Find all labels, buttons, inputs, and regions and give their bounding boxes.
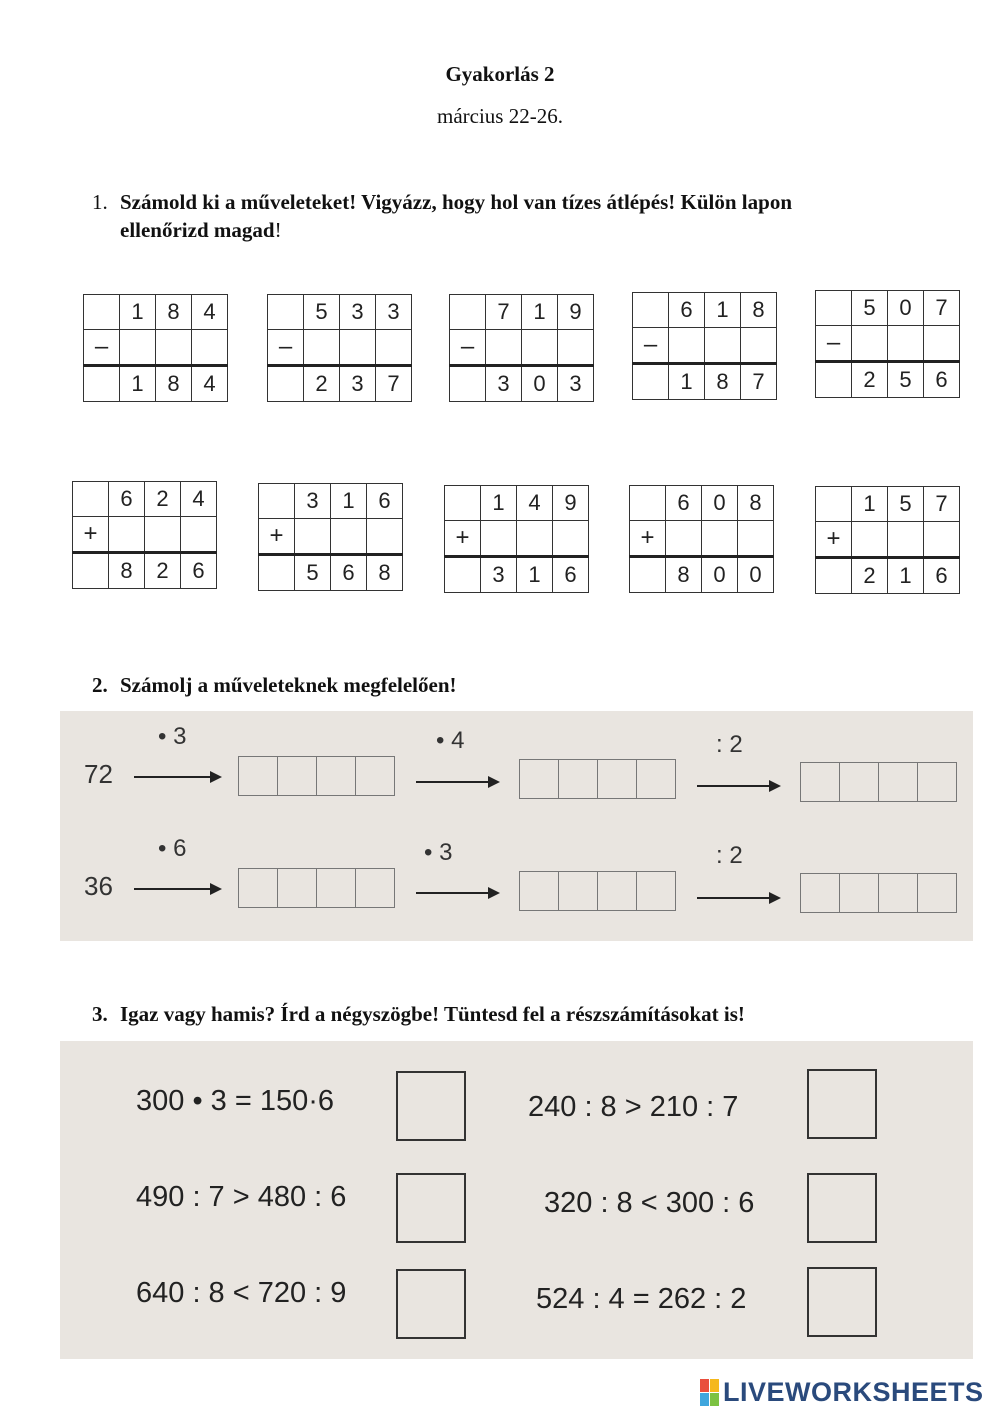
digit-input[interactable] bbox=[889, 327, 922, 359]
answer-cell[interactable] bbox=[295, 519, 331, 555]
chain-1-op-1: • 3 bbox=[158, 723, 187, 750]
answer-cell[interactable] bbox=[156, 330, 192, 366]
digit-cell: 1 bbox=[120, 366, 156, 402]
digit-cell: 4 bbox=[192, 295, 228, 330]
operator-sign: – bbox=[450, 330, 486, 366]
digit-input[interactable] bbox=[918, 763, 956, 801]
digit-input[interactable] bbox=[317, 757, 356, 795]
digit-cell: 2 bbox=[145, 553, 181, 589]
true-false-input[interactable] bbox=[809, 1269, 875, 1333]
digit-input[interactable] bbox=[925, 523, 958, 555]
brand-text: LIVEWORKSHEETS bbox=[723, 1377, 984, 1407]
task-2-panel bbox=[60, 711, 973, 941]
empty-cell bbox=[816, 558, 852, 594]
answer-cell[interactable] bbox=[705, 328, 741, 364]
digit-cell: 6 bbox=[367, 484, 403, 519]
chain-1-start: 72 bbox=[84, 759, 113, 789]
digit-input[interactable] bbox=[879, 874, 918, 912]
answer-cell[interactable] bbox=[304, 330, 340, 366]
digit-cell: 6 bbox=[331, 555, 367, 591]
digit-input[interactable] bbox=[482, 522, 515, 554]
digit-input[interactable] bbox=[739, 522, 772, 554]
chain-2-op-1: • 6 bbox=[158, 835, 187, 862]
operator-sign: – bbox=[84, 330, 120, 366]
digit-input[interactable] bbox=[520, 872, 559, 910]
digit-input[interactable] bbox=[879, 763, 918, 801]
digit-cell: 8 bbox=[156, 366, 192, 402]
task-2-text: Számolj a műveleteknek megfelelően! bbox=[120, 673, 457, 697]
liveworksheets-logo bbox=[700, 1377, 984, 1408]
statement-2: 240 : 8 > 210 : 7 bbox=[528, 1091, 739, 1123]
digit-cell: 7 bbox=[486, 295, 522, 330]
answer-cell[interactable] bbox=[181, 517, 217, 553]
digit-input[interactable] bbox=[840, 874, 879, 912]
digit-input[interactable] bbox=[925, 327, 958, 359]
digit-cell: 3 bbox=[340, 366, 376, 402]
statement-5: 640 : 8 < 720 : 9 bbox=[136, 1277, 347, 1309]
digit-cell: 8 bbox=[738, 486, 774, 521]
answer-cell[interactable] bbox=[145, 517, 181, 553]
arrow-icon bbox=[416, 892, 498, 894]
arrow-icon bbox=[697, 897, 779, 899]
digit-input[interactable] bbox=[742, 329, 775, 361]
digit-cell: 2 bbox=[145, 482, 181, 517]
digit-input[interactable] bbox=[239, 869, 278, 907]
digit-input[interactable] bbox=[356, 869, 394, 907]
digit-input[interactable] bbox=[487, 331, 520, 363]
empty-cell bbox=[73, 482, 109, 517]
problem-grid-5 bbox=[815, 290, 960, 398]
digit-cell: 3 bbox=[376, 295, 412, 330]
task-2-instruction bbox=[92, 671, 457, 699]
answer-cell[interactable] bbox=[558, 330, 594, 366]
empty-cell bbox=[84, 366, 120, 402]
digit-input[interactable] bbox=[332, 520, 365, 552]
empty-cell bbox=[633, 293, 669, 328]
digit-cell: 7 bbox=[741, 364, 777, 400]
digit-cell: 2 bbox=[304, 366, 340, 402]
digit-cell: 1 bbox=[888, 558, 924, 594]
digit-cell: 3 bbox=[295, 484, 331, 519]
digit-cell: 1 bbox=[481, 486, 517, 521]
true-false-input[interactable] bbox=[398, 1073, 464, 1137]
answer-box-2[interactable] bbox=[807, 1069, 877, 1139]
digit-cell: 8 bbox=[109, 553, 145, 589]
digit-input[interactable] bbox=[182, 518, 215, 550]
task-1-number: 1. bbox=[92, 190, 108, 214]
digit-input[interactable] bbox=[341, 331, 374, 363]
digit-input[interactable] bbox=[193, 331, 226, 363]
digit-cell: 6 bbox=[666, 486, 702, 521]
digit-input[interactable] bbox=[637, 872, 675, 910]
answer-cell[interactable] bbox=[702, 521, 738, 557]
digit-input[interactable] bbox=[559, 331, 592, 363]
digit-cell: 8 bbox=[741, 293, 777, 328]
empty-cell bbox=[84, 295, 120, 330]
chain-1-answer-2[interactable] bbox=[519, 759, 676, 799]
operator-sign: + bbox=[259, 519, 295, 555]
arrow-icon bbox=[134, 888, 220, 890]
digit-input[interactable] bbox=[518, 522, 551, 554]
chain-1-op-2: • 4 bbox=[436, 727, 465, 754]
empty-cell bbox=[450, 366, 486, 402]
answer-box-4[interactable] bbox=[807, 1173, 877, 1243]
chain-2-answer-2[interactable] bbox=[519, 871, 676, 911]
operator-sign: + bbox=[816, 522, 852, 558]
digit-input[interactable] bbox=[554, 522, 587, 554]
digit-cell: 0 bbox=[888, 291, 924, 326]
digit-cell: 8 bbox=[156, 295, 192, 330]
answer-cell[interactable] bbox=[486, 330, 522, 366]
answer-cell[interactable] bbox=[924, 326, 960, 362]
digit-input[interactable] bbox=[598, 760, 637, 798]
task-3-text: Igaz vagy hamis? Írd a négyszögbe! Tüntesd fel a részszámításokat is! bbox=[120, 1002, 745, 1026]
chain-1-answer-3[interactable] bbox=[800, 762, 957, 802]
digit-cell: 1 bbox=[669, 364, 705, 400]
digit-cell: 8 bbox=[367, 555, 403, 591]
digit-cell: 3 bbox=[486, 366, 522, 402]
answer-cell[interactable] bbox=[738, 521, 774, 557]
answer-cell[interactable] bbox=[741, 328, 777, 364]
problem-grid-9 bbox=[629, 485, 774, 593]
answer-cell[interactable] bbox=[888, 326, 924, 362]
answer-cell[interactable] bbox=[120, 330, 156, 366]
empty-cell bbox=[816, 291, 852, 326]
digit-cell: 3 bbox=[340, 295, 376, 330]
problem-grid-7 bbox=[258, 483, 403, 591]
answer-cell[interactable] bbox=[522, 330, 558, 366]
digit-input[interactable] bbox=[110, 518, 143, 550]
true-false-input[interactable] bbox=[809, 1175, 875, 1239]
digit-input[interactable] bbox=[377, 331, 410, 363]
empty-cell bbox=[630, 557, 666, 593]
answer-cell[interactable] bbox=[888, 522, 924, 558]
arrow-icon bbox=[697, 785, 779, 787]
problem-grid-6 bbox=[72, 481, 217, 589]
empty-cell bbox=[816, 362, 852, 398]
task-3-number: 3. bbox=[92, 1002, 108, 1026]
problem-grid-2 bbox=[267, 294, 412, 402]
digit-cell: 5 bbox=[888, 487, 924, 522]
digit-cell: 3 bbox=[481, 557, 517, 593]
digit-cell: 0 bbox=[702, 486, 738, 521]
digit-cell: 1 bbox=[522, 295, 558, 330]
digit-input[interactable] bbox=[598, 872, 637, 910]
digit-cell: 9 bbox=[558, 295, 594, 330]
digit-input[interactable] bbox=[121, 331, 154, 363]
statement-3: 490 : 7 > 480 : 6 bbox=[136, 1181, 347, 1213]
digit-cell: 1 bbox=[120, 295, 156, 330]
answer-box-3[interactable] bbox=[396, 1173, 466, 1243]
digit-cell: 0 bbox=[738, 557, 774, 593]
digit-cell: 5 bbox=[295, 555, 331, 591]
empty-cell bbox=[450, 295, 486, 330]
true-false-input[interactable] bbox=[398, 1271, 464, 1335]
empty-cell bbox=[259, 555, 295, 591]
digit-input[interactable] bbox=[559, 760, 598, 798]
digit-cell: 2 bbox=[852, 558, 888, 594]
answer-cell[interactable] bbox=[192, 330, 228, 366]
digit-input[interactable] bbox=[317, 869, 356, 907]
digit-input[interactable] bbox=[889, 523, 922, 555]
empty-cell bbox=[445, 557, 481, 593]
digit-input[interactable] bbox=[703, 522, 736, 554]
digit-cell: 1 bbox=[331, 484, 367, 519]
digit-cell: 1 bbox=[705, 293, 741, 328]
digit-input[interactable] bbox=[368, 520, 401, 552]
task-1-text-line1: Számold ki a műveleteket! Vigyázz, hogy hol van tízes átlépés! Külön lapon bbox=[120, 190, 792, 214]
chain-1-answer-1[interactable] bbox=[238, 756, 395, 796]
answer-cell[interactable] bbox=[331, 519, 367, 555]
empty-cell bbox=[816, 487, 852, 522]
operator-sign: – bbox=[268, 330, 304, 366]
operator-sign: + bbox=[630, 521, 666, 557]
answer-cell[interactable] bbox=[481, 521, 517, 557]
empty-cell bbox=[268, 295, 304, 330]
answer-box-6[interactable] bbox=[807, 1267, 877, 1337]
digit-input[interactable] bbox=[278, 869, 317, 907]
digit-input[interactable] bbox=[157, 331, 190, 363]
digit-input[interactable] bbox=[356, 757, 394, 795]
empty-cell bbox=[633, 364, 669, 400]
digit-input[interactable] bbox=[667, 522, 700, 554]
digit-input[interactable] bbox=[637, 760, 675, 798]
task-1-instruction bbox=[92, 188, 912, 244]
worksheet-title: Gyakorlás 2 bbox=[445, 62, 555, 86]
statement-4: 320 : 8 < 300 : 6 bbox=[544, 1187, 755, 1219]
operator-sign: – bbox=[816, 326, 852, 362]
problem-grid-10 bbox=[815, 486, 960, 594]
task-2-number: 2. bbox=[92, 673, 108, 697]
digit-input[interactable] bbox=[559, 872, 598, 910]
digit-cell: 7 bbox=[924, 291, 960, 326]
digit-cell: 5 bbox=[304, 295, 340, 330]
answer-cell[interactable] bbox=[669, 328, 705, 364]
liveworksheets-logo-icon bbox=[700, 1379, 719, 1406]
task-1-text-line2: ellenőrizd magad bbox=[120, 218, 275, 242]
digit-cell: 0 bbox=[522, 366, 558, 402]
digit-cell: 2 bbox=[852, 362, 888, 398]
answer-cell[interactable] bbox=[852, 326, 888, 362]
digit-cell: 0 bbox=[702, 557, 738, 593]
digit-input[interactable] bbox=[840, 763, 879, 801]
arrow-icon bbox=[134, 776, 220, 778]
digit-input[interactable] bbox=[801, 763, 840, 801]
digit-input[interactable] bbox=[146, 518, 179, 550]
operator-sign: + bbox=[73, 517, 109, 553]
empty-cell bbox=[445, 486, 481, 521]
digit-cell: 6 bbox=[924, 362, 960, 398]
digit-cell: 5 bbox=[888, 362, 924, 398]
digit-input[interactable] bbox=[296, 520, 329, 552]
arrow-icon bbox=[416, 781, 498, 783]
empty-cell bbox=[259, 484, 295, 519]
digit-input[interactable] bbox=[239, 757, 278, 795]
digit-cell: 8 bbox=[666, 557, 702, 593]
chain-2-answer-3[interactable] bbox=[800, 873, 957, 913]
true-false-input[interactable] bbox=[398, 1175, 464, 1239]
answer-cell[interactable] bbox=[367, 519, 403, 555]
digit-cell: 6 bbox=[924, 558, 960, 594]
digit-cell: 5 bbox=[852, 291, 888, 326]
digit-cell: 6 bbox=[669, 293, 705, 328]
answer-cell[interactable] bbox=[340, 330, 376, 366]
digit-cell: 7 bbox=[376, 366, 412, 402]
statement-1: 300 • 3 = 150·6 bbox=[136, 1085, 335, 1117]
chain-2-start: 36 bbox=[84, 871, 113, 901]
digit-input[interactable] bbox=[278, 757, 317, 795]
digit-input[interactable] bbox=[801, 874, 840, 912]
digit-cell: 4 bbox=[181, 482, 217, 517]
answer-cell[interactable] bbox=[553, 521, 589, 557]
digit-cell: 1 bbox=[852, 487, 888, 522]
digit-input[interactable] bbox=[520, 760, 559, 798]
digit-input[interactable] bbox=[305, 331, 338, 363]
task-1-text-tail: ! bbox=[274, 218, 282, 242]
digit-input[interactable] bbox=[670, 329, 703, 361]
chain-2-answer-1[interactable] bbox=[238, 868, 395, 908]
digit-cell: 9 bbox=[553, 486, 589, 521]
true-false-input[interactable] bbox=[809, 1071, 875, 1135]
empty-cell bbox=[73, 553, 109, 589]
answer-cell[interactable] bbox=[109, 517, 145, 553]
digit-cell: 4 bbox=[517, 486, 553, 521]
answer-box-5[interactable] bbox=[396, 1269, 466, 1339]
answer-cell[interactable] bbox=[666, 521, 702, 557]
problem-grid-4 bbox=[632, 292, 777, 400]
digit-input[interactable] bbox=[853, 523, 886, 555]
empty-cell bbox=[630, 486, 666, 521]
digit-cell: 6 bbox=[109, 482, 145, 517]
problem-grid-8 bbox=[444, 485, 589, 593]
digit-input[interactable] bbox=[853, 327, 886, 359]
operator-sign: – bbox=[633, 328, 669, 364]
digit-cell: 1 bbox=[517, 557, 553, 593]
answer-cell[interactable] bbox=[924, 522, 960, 558]
problem-grid-1 bbox=[83, 294, 228, 402]
operator-sign: + bbox=[445, 521, 481, 557]
digit-input[interactable] bbox=[706, 329, 739, 361]
answer-cell[interactable] bbox=[852, 522, 888, 558]
chain-1-op-3: : 2 bbox=[716, 731, 743, 758]
digit-cell: 7 bbox=[924, 487, 960, 522]
worksheet-date: március 22-26. bbox=[437, 104, 563, 128]
answer-box-1[interactable] bbox=[396, 1071, 466, 1141]
chain-2-op-3: : 2 bbox=[716, 842, 743, 869]
task-3-panel bbox=[60, 1041, 973, 1359]
answer-cell[interactable] bbox=[376, 330, 412, 366]
empty-cell bbox=[268, 366, 304, 402]
digit-cell: 4 bbox=[192, 366, 228, 402]
statement-6: 524 : 4 = 262 : 2 bbox=[536, 1283, 747, 1315]
problem-grid-3 bbox=[449, 294, 594, 402]
digit-input[interactable] bbox=[523, 331, 556, 363]
task-3-instruction bbox=[92, 1000, 745, 1028]
answer-cell[interactable] bbox=[517, 521, 553, 557]
digit-cell: 6 bbox=[181, 553, 217, 589]
digit-cell: 8 bbox=[705, 364, 741, 400]
digit-cell: 3 bbox=[558, 366, 594, 402]
digit-cell: 6 bbox=[553, 557, 589, 593]
chain-2-op-2: • 3 bbox=[424, 839, 453, 866]
digit-input[interactable] bbox=[918, 874, 956, 912]
